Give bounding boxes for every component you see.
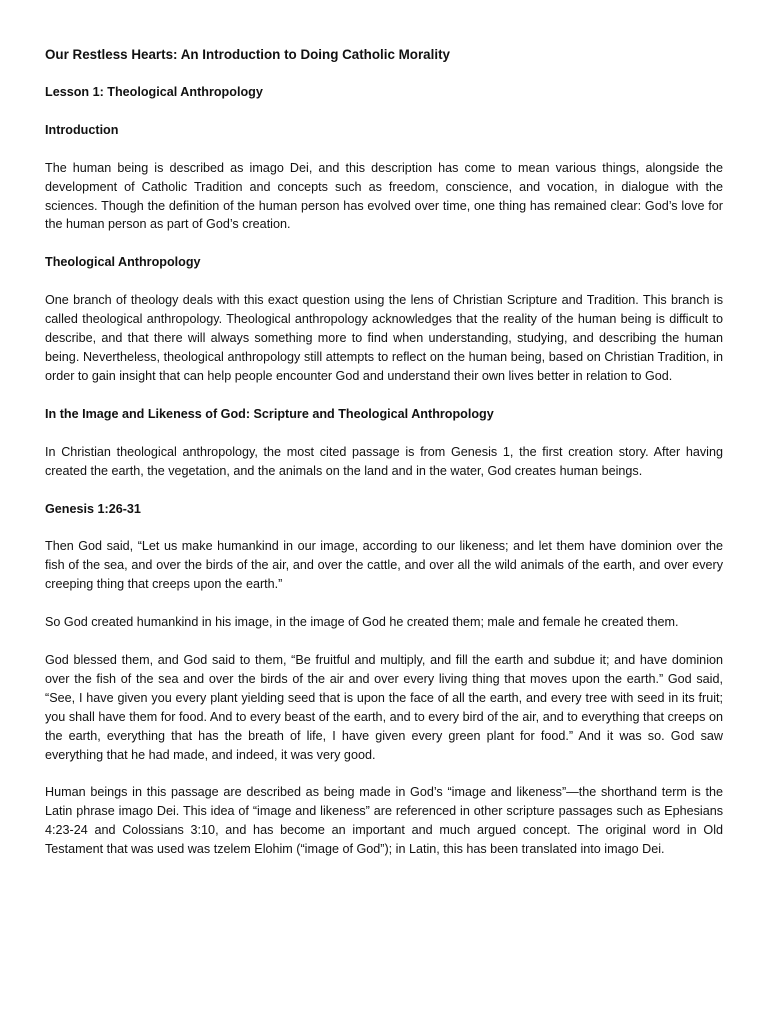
- image-likeness-heading: In the Image and Likeness of God: Scripture and Theological Anthropology: [45, 406, 494, 421]
- genesis-paragraph-1: Then God said, “Let us make humankind in our image, according to our likeness; and let them have dominion over the fish of the sea, and over the birds of the air, and over the cattle, and over all the wild animals of the earth, and over every creeping thing that creeps upon the earth.”: [45, 539, 723, 592]
- genesis-paragraph-2: So God created humankind in his image, in the image of God he created them; male and female he created them.: [45, 615, 679, 630]
- document-title: Our Restless Hearts: An Introduction to Doing Catholic Morality: [45, 47, 450, 62]
- lesson-heading: Lesson 1: Theological Anthropology: [45, 84, 263, 99]
- document-page: [45, 46, 723, 859]
- introduction-heading: Introduction: [45, 122, 119, 137]
- genesis-heading: Genesis 1:26-31: [45, 501, 141, 516]
- closing-paragraph: Human beings in this passage are described as being made in God’s “image and likeness”—the shorthand term is the Latin phrase imago Dei. This idea of “image and likeness” are referenced in other scripture passages such as Ephesians 4:23-24 and Colossians 3:10, and has become an important and much argued concept. The original word in Old Testament that was used was tzelem Elohim (“image of God”); in Latin, this has been translated into imago Dei.: [45, 785, 723, 857]
- theological-anthropology-heading: Theological Anthropology: [45, 255, 201, 270]
- introduction-paragraph: The human being is described as imago Dei, and this description has come to mean various things, alongside the development of Catholic Tradition and concepts such as freedom, conscience, and vocation, in dialogue with the sciences. Though the definition of the human person has evolved over time, one thing has remained clear: God’s love for the human person as part of God’s creation.: [45, 160, 723, 232]
- genesis-paragraph-3: God blessed them, and God said to them, “Be fruitful and multiply, and fill the earth and subdue it; and have dominion over the fish of the sea and over the birds of the air and over every living thing that moves upon the earth.” God said, “See, I have given you every plant yielding seed that is upon the face of all the earth, and every tree with seed in its fruit; you shall have them for food. And to every beast of the earth, and to every bird of the air, and to everything that creeps on the earth, everything that has the breath of life, I have given every green plant for food.” And it was so. God saw everything that he had made, and indeed, it was very good.: [45, 653, 723, 762]
- image-likeness-paragraph: In Christian theological anthropology, the most cited passage is from Genesis 1, the first creation story. After having created the earth, the vegetation, and the animals on the land and in the water, God creates human beings.: [45, 444, 723, 478]
- theological-anthropology-paragraph: One branch of theology deals with this exact question using the lens of Christian Scripture and Tradition. This branch is called theological anthropology. Theological anthropology acknowledges that the reality of the human being is difficult to describe, and that there will always something more to find when understanding, studying, and describing the human being. Nevertheless, theological anthropology still attempts to reflect on the human being, based on Christian Tradition, in order to gain insight that can help people encounter God and understand their own lives better in relation to God.: [45, 293, 723, 383]
